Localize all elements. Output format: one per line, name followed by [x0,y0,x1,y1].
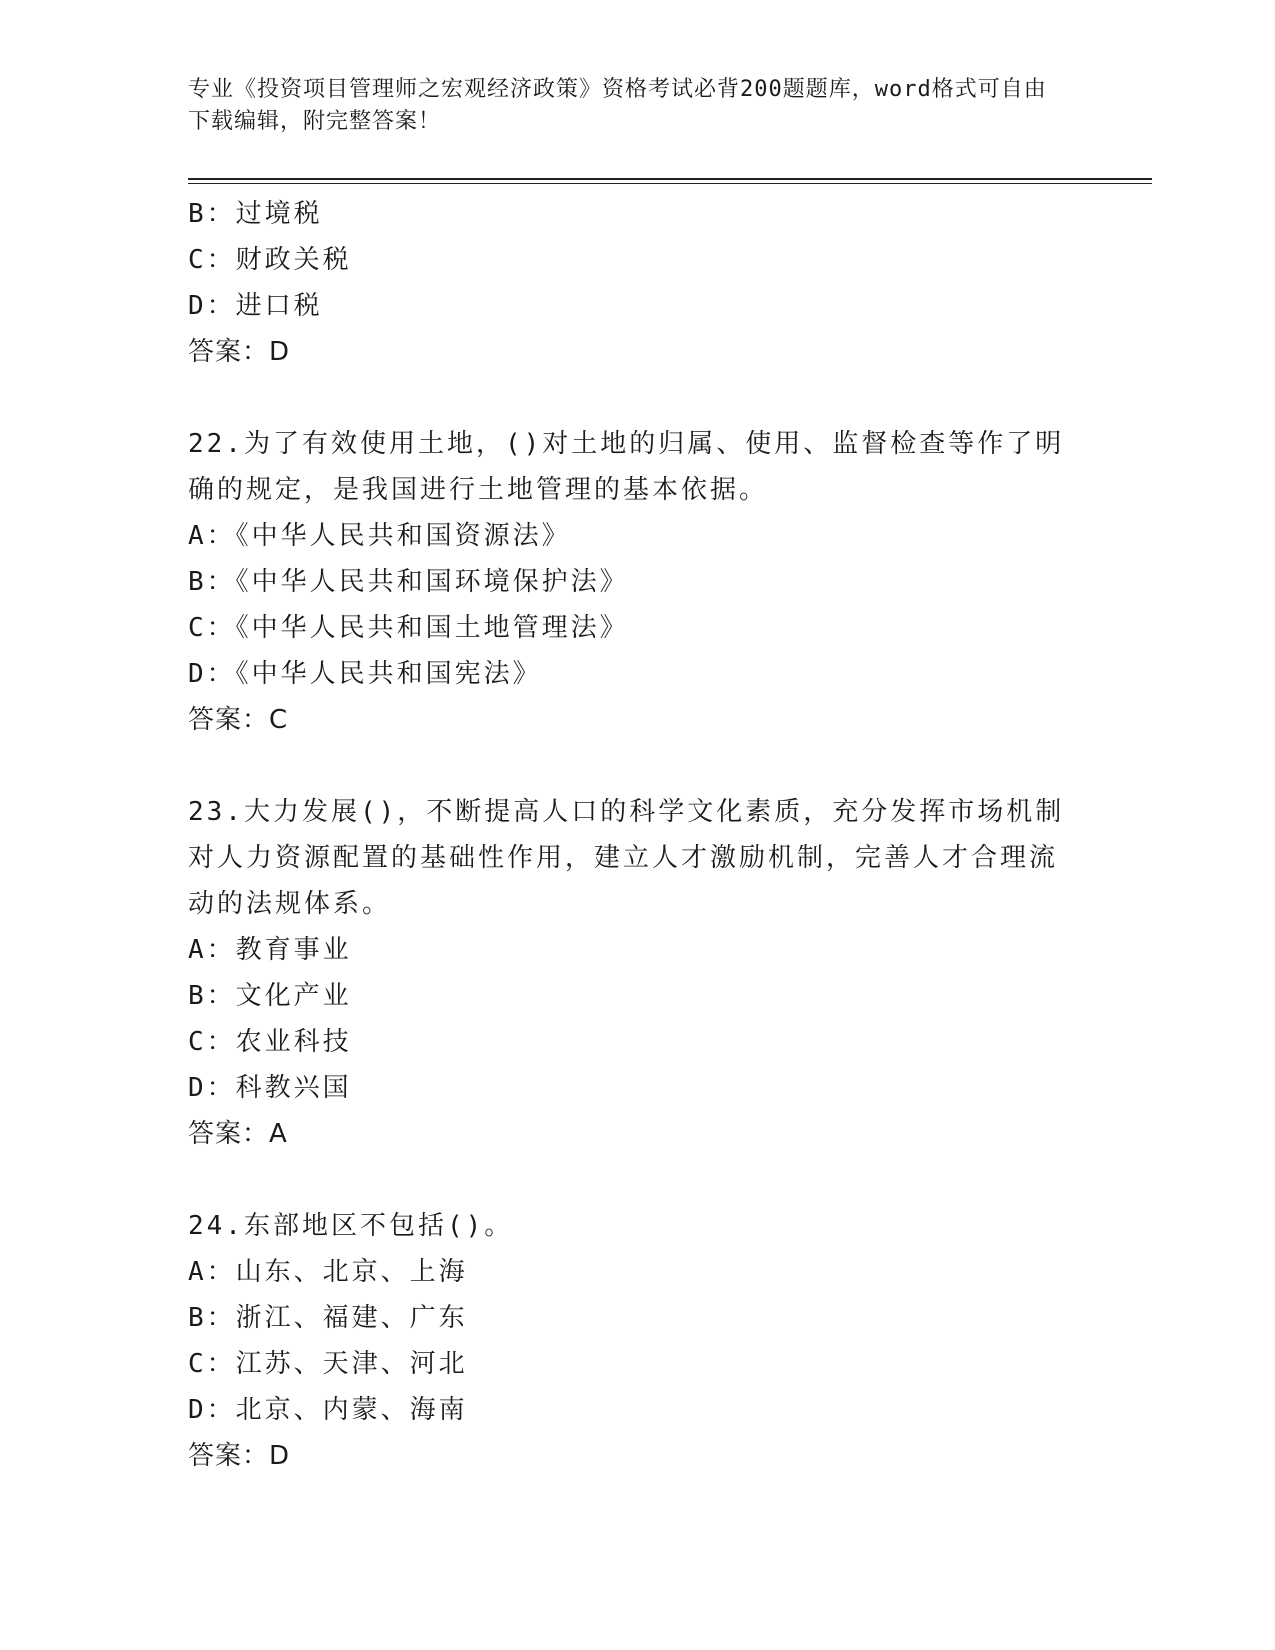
option-c: C：江苏、天津、河北 [188,1349,468,1379]
option-d: D：进口税 [188,291,323,321]
question-stem: 23.大力发展()，不断提高人口的科学文化素质，充分发挥市场机制对人力资源配置的基础性作用，建立人才激励机制，完善人才合理流动的法规体系。 [188,797,1065,919]
option-b: B：浙江、福建、广东 [188,1303,468,1333]
header-divider [188,178,1152,180]
question-stem: 22.为了有效使用土地，()对土地的归属、使用、监督检查等作了明确的规定，是我国进行土地管理的基本依据。 [188,429,1065,505]
answer: 答案：D [188,1441,291,1471]
option-b: B：过境税 [188,199,323,229]
header-divider-thin [188,183,1152,184]
option-c: C：农业科技 [188,1027,352,1057]
question-22 [188,421,1088,743]
question-stem: 24.东部地区不包括()。 [188,1211,514,1241]
answer: 答案：C [188,705,289,735]
option-b: B：《中华人民共和国环境保护法》 [188,567,629,597]
option-d: D：《中华人民共和国宪法》 [188,659,542,689]
question-24 [188,1203,1088,1479]
option-a: A：教育事业 [188,935,352,965]
option-d: D：科教兴国 [188,1073,352,1103]
question-list [188,191,1088,1479]
question-21-continued [188,191,1088,375]
option-a: A：《中华人民共和国资源法》 [188,521,571,551]
document-header: 专业《投资项目管理师之宏观经济政策》资格考试必背200题题库，word格式可自由下载编辑，附完整答案！ [188,77,1047,134]
option-d: D：北京、内蒙、海南 [188,1395,468,1425]
answer: 答案：D [188,337,291,367]
option-c: C：《中华人民共和国土地管理法》 [188,613,629,643]
option-a: A：山东、北京、上海 [188,1257,468,1287]
question-23 [188,789,1088,1157]
answer: 答案：A [188,1119,288,1149]
option-c: C：财政关税 [188,245,352,275]
option-b: B：文化产业 [188,981,352,1011]
